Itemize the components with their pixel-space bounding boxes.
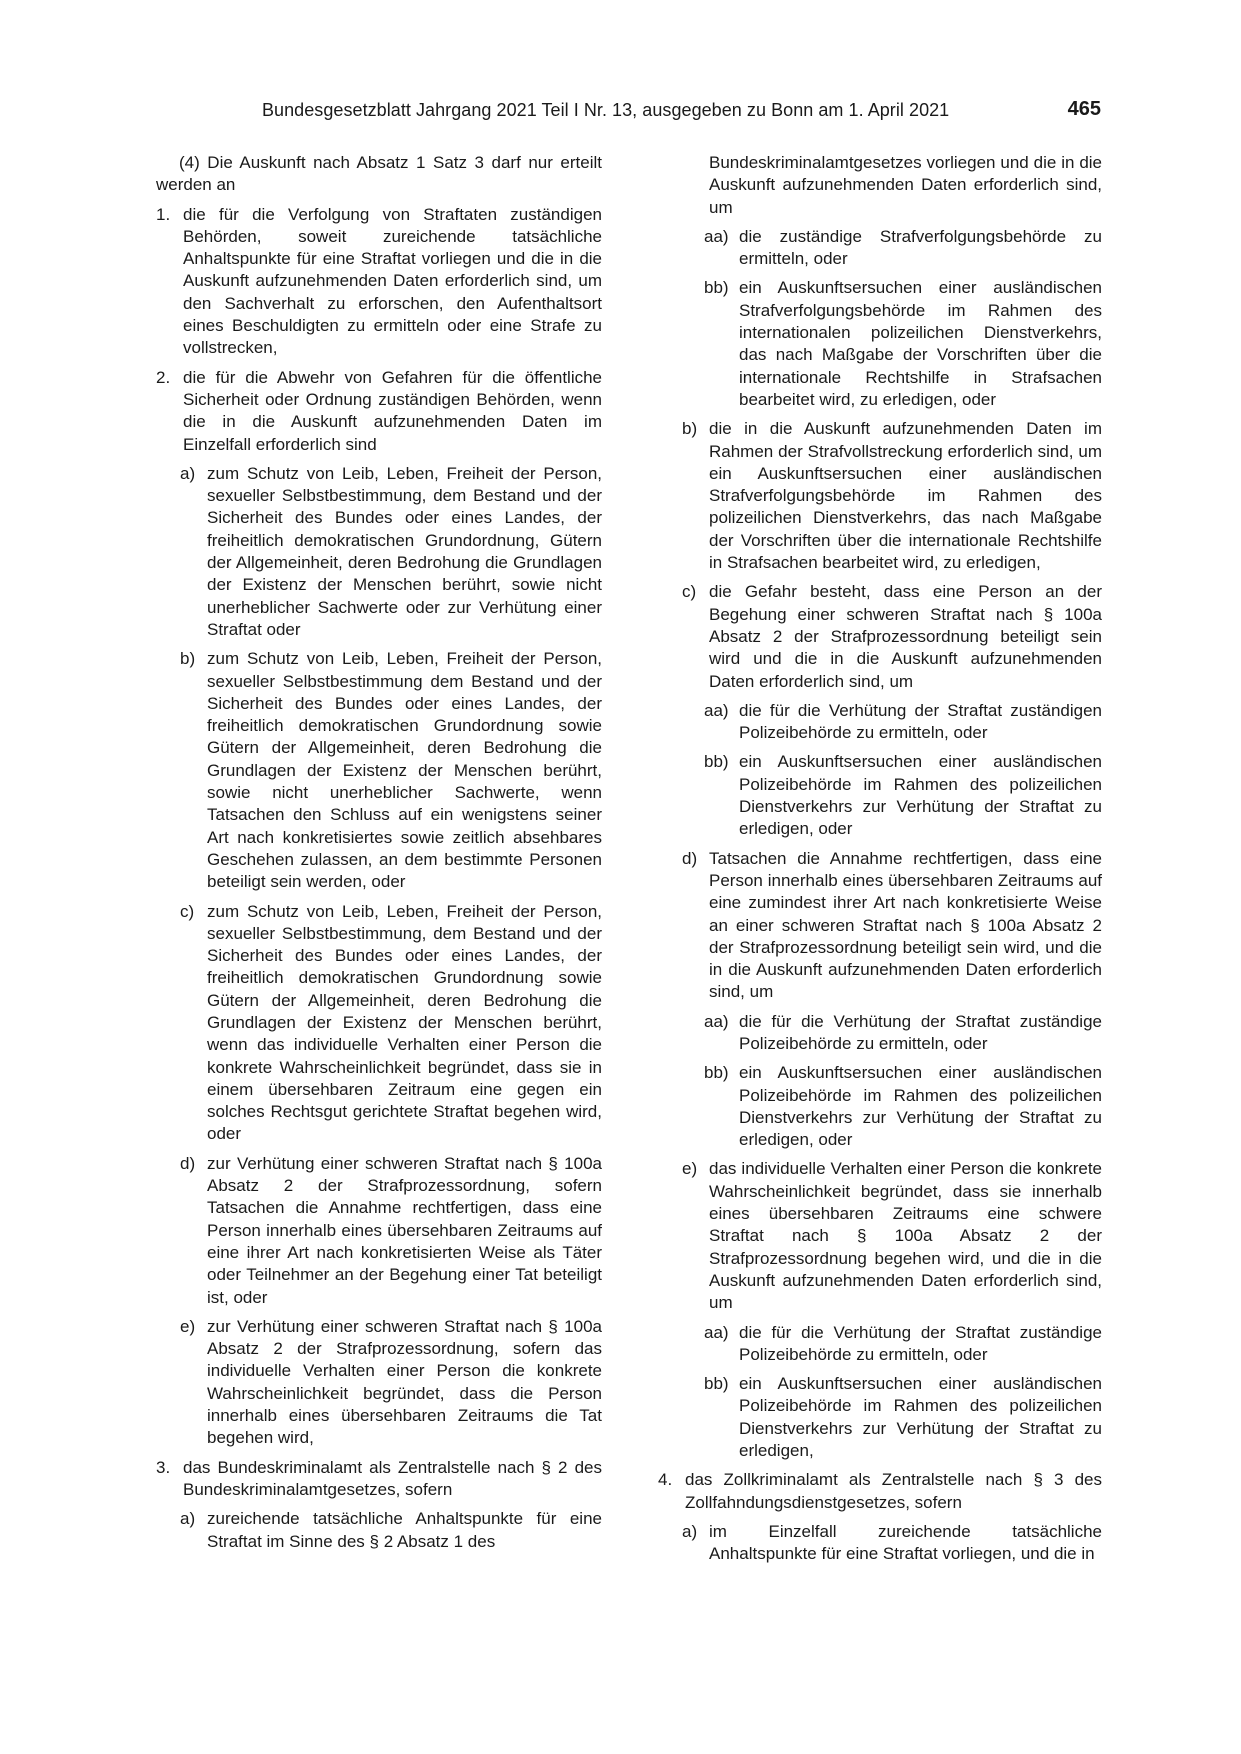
list-item-3a-bb <box>658 277 1102 411</box>
list-item-3d-aa <box>658 1011 1102 1056</box>
list-item-3d <box>658 848 1102 1004</box>
list-label: a) <box>180 1509 196 1529</box>
list-label: d) <box>682 848 698 868</box>
continuation-3a: Bundeskriminalamtgesetzes vorliegen und die in die Auskunft aufzunehmenden Daten erforderlich sind, um <box>709 153 1102 217</box>
list-item-1 <box>156 204 602 360</box>
list-label: b) <box>682 419 698 439</box>
list-text: die zuständige Strafverfolgungsbehörde zu ermitteln, oder <box>739 226 1102 269</box>
list-item-3 <box>156 1457 602 1502</box>
list-text: die für die Verhütung der Straftat zuständige Polizeibehörde zu ermitteln, oder <box>739 1011 1102 1053</box>
gazette-title: Bundesgesetzblatt Jahrgang 2021 Teil I Nr. 13, ausgegeben zu Bonn am 1. April 2021 <box>262 100 950 120</box>
paragraph-4-intro: (4) Die Auskunft nach Absatz 1 Satz 3 darf nur erteilt werden an <box>156 153 602 195</box>
list-item-2 <box>156 367 602 456</box>
page-header <box>0 98 1241 126</box>
page-number: 465 <box>1067 98 1101 120</box>
list-text: ein Auskunftsersuchen einer ausländischen Polizeibehörde im Rahmen des polizeilichen Dienstverkehrs zur Verhütung der Straftat zu erledigen, oder <box>739 752 1102 839</box>
list-label: bb) <box>704 752 729 772</box>
list-label: bb) <box>704 278 729 298</box>
list-item-4a <box>658 1521 1102 1566</box>
list-text: zum Schutz von Leib, Leben, Freiheit der Person, sexueller Selbstbestimmung dem Bestand und der Sicherheit des Bundes oder eines Landes, der freiheitlich demokratischen Grundordnung sowie Gütern der Allgemeinheit, deren Bedrohung die Grundlagen der Existenz der Menschen berührt, sowie nicht unerheblicher Sachwerte, wenn Tatsachen den Schluss auf ein wenigstens seiner Art nach konkretisiertes sowie zeitlich absehbares Geschehen zulassen, an dem bestimmte Personen beteiligt sein werden, oder <box>207 649 602 892</box>
list-label: bb) <box>704 1063 729 1083</box>
list-text: das Zollkriminalamt als Zentralstelle nach § 3 des Zollfahndungsdienstgesetzes, sofern <box>685 1470 1102 1512</box>
list-text: die in die Auskunft aufzunehmenden Daten im Rahmen der Strafvollstreckung erforderlich sind, um ein Auskunftsersuchen einer ausländischen Strafverfolgungsbehörde im Rahmen des polizeilichen Dienstverkehrs, das nach Maßgabe der Vorschriften über die internationale Rechtshilfe in Strafsachen bearbeitet wird, zu erledigen, <box>709 419 1102 573</box>
list-label: bb) <box>704 1374 729 1394</box>
list-label: e) <box>180 1316 196 1336</box>
list-item-3e-bb <box>658 1373 1102 1462</box>
list-item-3e <box>658 1158 1102 1314</box>
list-text: Tatsachen die Annahme rechtfertigen, dass eine Person innerhalb eines übersehbaren Zeitraums auf eine zumindest ihrer Art nach konkretisierte Weise an einer schweren Straftat nach § 100a Absatz 2 der Strafprozessordnung beteiligt sein wird, und die in die Auskunft aufzunehmenden Daten erforderlich sind, um <box>709 848 1102 1002</box>
list-label: aa) <box>704 700 729 720</box>
list-item-3c-bb <box>658 751 1102 840</box>
list-text: zur Verhütung einer schweren Straftat nach § 100a Absatz 2 der Strafprozessordnung, sofern das individuelle Verhalten einer Person die konkrete Wahrscheinlichkeit begründet, dass die Person innerhalb eines übersehbaren Zeitraums die Tat begehen wird, <box>207 1316 602 1448</box>
list-text: zum Schutz von Leib, Leben, Freiheit der Person, sexueller Selbstbestimmung, dem Bestand und der Sicherheit des Bundes oder eines Landes, der freiheitlich demokratischen Grundordnung, Gütern der Allgemeinheit, deren Bedrohung die Grundlagen der Existenz der Menschen berührt, sowie nicht unerheblicher Sachwerte oder zur Verhütung einer Straftat oder <box>207 463 602 639</box>
list-label: c) <box>682 582 697 602</box>
list-label: a) <box>682 1521 698 1541</box>
list-text: im Einzelfall zureichende tatsächliche Anhaltspunkte für eine Straftat vorliegen, und die in <box>709 1521 1102 1564</box>
list-text: zum Schutz von Leib, Leben, Freiheit der Person, sexueller Selbstbestimmung, dem Bestand und der Sicherheit des Bundes oder eines Landes, der freiheitlich demokratischen Grundordnung sowie Gütern der Allgemeinheit, deren Bedrohung die Grundlagen der Existenz der Menschen berührt, wenn das individuelle Verhalten einer Person die konkrete Wahrscheinlichkeit begründet, dass sie in einem übersehbaren Zeitraum eine gegen ein solches Rechtsgut gerichtete Straftat begehen wird, oder <box>207 901 602 1144</box>
list-label: a) <box>180 463 196 483</box>
list-item-3c-aa <box>658 700 1102 745</box>
list-text: ein Auskunftsersuchen einer ausländischen Polizeibehörde im Rahmen des polizeilichen Dienstverkehrs zur Verhütung der Straftat zu erledigen, <box>739 1374 1102 1461</box>
list-text: die für die Verhütung der Straftat zuständige Polizeibehörde zu ermitteln, oder <box>739 1322 1102 1364</box>
list-label: aa) <box>704 226 729 246</box>
list-text: die Gefahr besteht, dass eine Person an der Begehung einer schweren Straftat nach § 100a Absatz 2 der Strafprozessordnung beteiligt sein wird und die in die Auskunft aufzunehmenden Daten erforderlich sind, um <box>709 582 1102 691</box>
list-item-2b <box>156 648 602 893</box>
list-item-2a <box>156 463 602 641</box>
list-text: das Bundeskriminalamt als Zentralstelle nach § 2 des Bundeskriminalamtgesetzes, sofern <box>183 1457 602 1499</box>
list-text: ein Auskunftsersuchen einer ausländischen Strafverfolgungsbehörde im Rahmen des internationalen polizeilichen Dienstverkehrs, das nach Maßgabe der Vorschriften über die internationale Rechtshilfe in Strafsachen bearbeitet wird, zu erledigen, oder <box>739 278 1102 409</box>
list-label: 3. <box>156 1457 171 1477</box>
list-text: die für die Verhütung der Straftat zuständigen Polizeibehörde zu ermitteln, oder <box>739 700 1102 743</box>
list-item-2c <box>156 901 602 1146</box>
list-text: das individuelle Verhalten einer Person die konkrete Wahrscheinlichkeit begründet, dass sie innerhalb eines übersehbaren Zeitraums eine schwere Straftat nach § 100a Absatz 2 der Strafprozessordnung begehen wird, und die in die Auskunft aufzunehmenden Daten erforderlich sind, um <box>709 1159 1102 1313</box>
list-text: zureichende tatsächliche Anhaltspunkte für eine Straftat im Sinne des § 2 Absatz 1 des <box>207 1509 602 1551</box>
list-label: aa) <box>704 1322 729 1342</box>
list-label: c) <box>180 901 195 921</box>
list-item-3d-bb <box>658 1062 1102 1151</box>
list-item-2d <box>156 1153 602 1309</box>
left-column <box>156 152 602 1553</box>
list-label: b) <box>180 649 196 669</box>
list-item-3e-aa <box>658 1322 1102 1367</box>
list-label: e) <box>682 1159 698 1179</box>
list-text: zur Verhütung einer schweren Straftat nach § 100a Absatz 2 der Strafprozessordnung, sofern Tatsachen die Annahme rechtfertigen, dass eine Person innerhalb eines übersehbaren Zeitraums auf eine ihrer Art nach konkretisierten Weise als Täter oder Teilnehmer an der Begehung einer Tat beteiligt ist, oder <box>207 1153 602 1307</box>
right-column <box>658 152 1102 1566</box>
list-item-3b <box>658 418 1102 574</box>
list-label: aa) <box>704 1011 729 1031</box>
list-label: 1. <box>156 204 171 224</box>
list-label: d) <box>180 1153 196 1173</box>
list-label: 4. <box>658 1470 673 1490</box>
list-item-2e <box>156 1316 602 1450</box>
list-item-4 <box>658 1469 1102 1514</box>
list-item-3a <box>156 1508 602 1553</box>
list-text: die für die Abwehr von Gefahren für die öffentliche Sicherheit oder Ordnung zuständigen Behörden, wenn die in die Auskunft aufzunehmenden Daten im Einzelfall erforderlich sind <box>183 367 602 454</box>
list-item-3a-aa <box>658 226 1102 271</box>
list-text: die für die Verfolgung von Straftaten zuständigen Behörden, soweit zureichende tatsächliche Anhaltspunkte für eine Straftat vorliegen und die in die Auskunft aufzunehmenden Daten erforderlich sind, um den Sachverhalt zu erforschen, den Aufenthaltsort eines Beschuldigten zu ermitteln oder eine Strafe zu vollstrecken, <box>183 204 602 358</box>
list-text: ein Auskunftsersuchen einer ausländischen Polizeibehörde im Rahmen des polizeilichen Dienstverkehrs zur Verhütung der Straftat zu erledigen, oder <box>739 1063 1102 1150</box>
list-item-3c <box>658 581 1102 692</box>
list-label: 2. <box>156 367 171 387</box>
